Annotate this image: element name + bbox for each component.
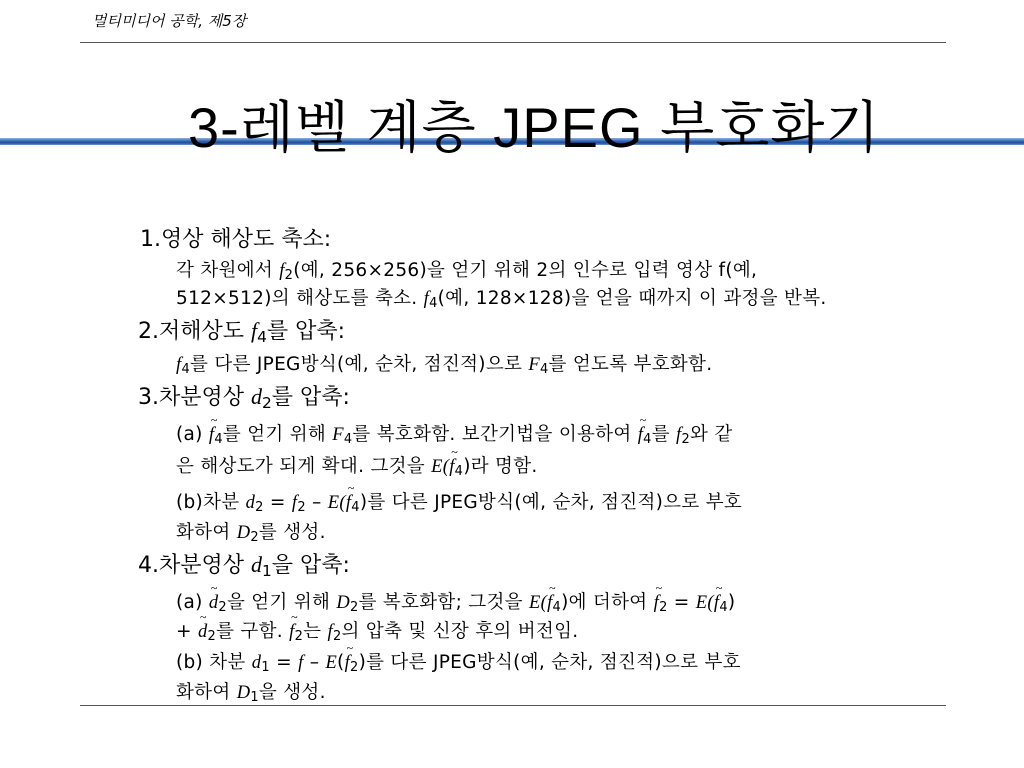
section-3-line-b1: (b)차분 $d_2 = f_2$ – E(~ $f_4$)를 다른 JPEG방식(예, 순차, 점진적)으로 부호 <box>176 488 742 515</box>
section-4-line-b2: 화하여 $D_1$을 생성. <box>176 682 326 706</box>
section-1-line-1: 각 차원에서 $f_2$(예, 256×256)을 얻기 위해 2의 인수로 입력 영상 f(예, <box>176 260 758 284</box>
header-text: 멀티미디어 공학, 제5장 <box>92 12 247 30</box>
section-4-line-a1: (a) ~ $d_2$을 얻기 위해 $D_2$를 복호화함; 그것을 E(~ $f_4$)에 더하여 ~ $f_2$ = E(~ $f_4$) <box>176 588 735 615</box>
section-3-line-b2: 화하여 $D_2$를 생성. <box>176 522 326 546</box>
section-4-line-a2: + ~ $d_2$를 구함. ~ $f_2$는 $f_2$의 압축 및 신장 후의 버전임. <box>176 617 578 644</box>
page-title: 3-레벨 계층 JPEG 부호화기 <box>188 96 881 159</box>
header-rule <box>80 42 946 43</box>
section-2-heading: 2.저해상도 $f_4$를 압축: <box>138 318 346 346</box>
footer-rule <box>80 705 946 706</box>
section-1-heading: 1.영상 해상도 축소: <box>140 227 332 252</box>
section-3-heading: 3.차분영상 $d_2$를 압축: <box>138 384 350 412</box>
section-3-line-a1: (a) ~ $f_4$를 얻기 위해 $F_4$를 복호화함. 보간기법을 이용하여 ~ $f_4$를 $f_2$와 같 <box>176 420 733 447</box>
section-4-line-b1: (b) 차분 $d_1 = f$ – E(~ $f_2$)를 다른 JPEG방식(예, 순차, 점진적)으로 부호 <box>176 648 741 675</box>
section-2-line-1: $f_4$를 다른 JPEG방식(예, 순차, 점진적)으로 $F_4$를 얻도록 부호화함. <box>176 354 713 378</box>
section-1-line-2: 512×512)의 해상도를 축소. $f_4$(예, 128×128)을 얻을 때까지 이 과정을 반복. <box>176 288 827 312</box>
section-4-heading: 4.차분영상 $d_1$을 압축: <box>138 552 350 580</box>
section-3-line-a2: 은 해상도가 되게 확대. 그것을 E(~ $f_4$)라 명함. <box>176 452 538 479</box>
